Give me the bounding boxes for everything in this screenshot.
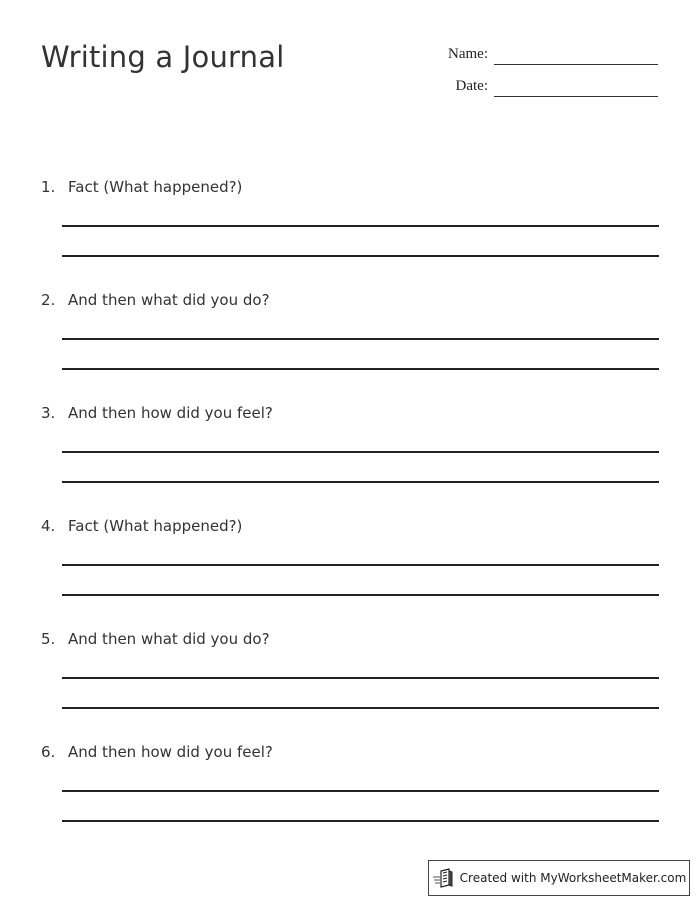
footer-credit-badge[interactable] (428, 860, 690, 896)
name-input-line[interactable] (494, 64, 658, 65)
name-field[interactable] (430, 47, 658, 65)
answer-line[interactable] (62, 338, 659, 340)
answer-line[interactable] (62, 594, 659, 596)
question-prompt: And then what did you do? (68, 291, 270, 309)
answer-line[interactable] (62, 481, 659, 483)
page-title: Writing a Journal (41, 40, 285, 74)
answer-line[interactable] (62, 368, 659, 370)
answer-line[interactable] (62, 255, 659, 257)
answer-line[interactable] (62, 451, 659, 453)
question-prompt: And then how did you feel? (68, 404, 273, 422)
date-field[interactable] (430, 79, 658, 97)
question-6 (41, 742, 659, 762)
answer-line[interactable] (62, 790, 659, 792)
question-number: 4. (41, 517, 56, 535)
question-2 (41, 290, 659, 310)
date-input-line[interactable] (494, 96, 658, 97)
question-prompt: Fact (What happened?) (68, 517, 243, 535)
question-number: 3. (41, 404, 56, 422)
question-number: 1. (41, 178, 56, 196)
question-prompt: Fact (What happened?) (68, 178, 243, 196)
worksheet-maker-logo-icon (432, 868, 454, 888)
footer-credit-text[interactable]: Created with MyWorksheetMaker.com (459, 871, 687, 885)
answer-line[interactable] (62, 564, 659, 566)
question-5 (41, 629, 659, 649)
question-3 (41, 403, 659, 423)
question-1 (41, 177, 659, 197)
answer-line[interactable] (62, 707, 659, 709)
question-prompt: And then what did you do? (68, 630, 270, 648)
question-number: 5. (41, 630, 56, 648)
date-label: Date: (455, 78, 488, 94)
name-label: Name: (448, 46, 488, 62)
question-number: 6. (41, 743, 56, 761)
answer-line[interactable] (62, 677, 659, 679)
question-4 (41, 516, 659, 536)
answer-line[interactable] (62, 225, 659, 227)
question-number: 2. (41, 291, 56, 309)
answer-line[interactable] (62, 820, 659, 822)
question-prompt: And then how did you feel? (68, 743, 273, 761)
